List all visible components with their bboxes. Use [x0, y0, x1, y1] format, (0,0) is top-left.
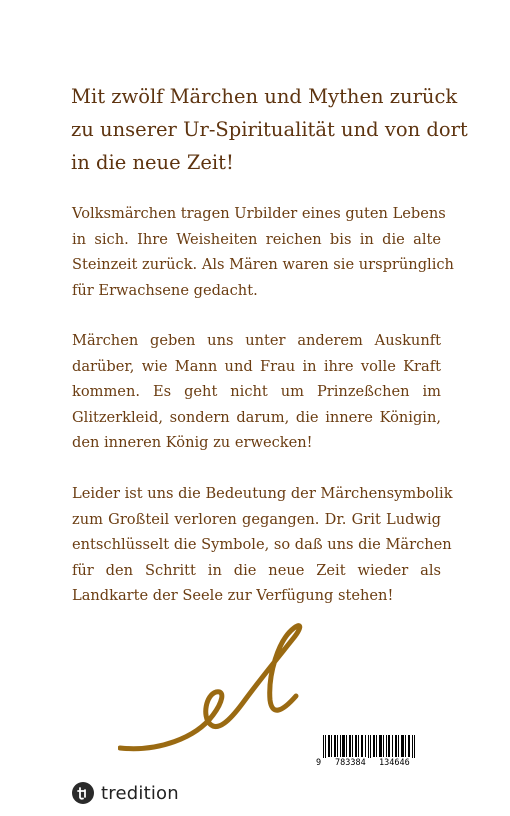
- paragraph-line: zum Großteil verloren gegangen. Dr. Grit Ludwig: [72, 510, 441, 528]
- decorative-swirl-icon: [118, 620, 308, 760]
- paragraph-3: [72, 481, 453, 609]
- tredition-logo-icon: [72, 782, 94, 804]
- barcode-digit-group: 783384: [335, 758, 366, 768]
- barcode: [315, 735, 423, 771]
- headline-line: zu unserer Ur-Spiritualität und von dort: [71, 118, 468, 141]
- paragraph-line: Leider ist uns die Bedeutung der Märchensymbolik: [72, 485, 453, 502]
- paragraph-line: darüber, wie Mann und Frau in ihre volle Kraft: [72, 357, 441, 375]
- paragraph-line: für Erwachsene gedacht.: [72, 281, 258, 299]
- paragraph-2: [72, 328, 441, 456]
- paragraph-line: den inneren König zu erwecken!: [72, 434, 313, 452]
- barcode-digit-group: 134646: [379, 758, 410, 768]
- headline: [71, 80, 468, 179]
- paragraph-line: Steinzeit zurück. Als Mären waren sie ursprünglich: [72, 256, 454, 274]
- headline-line: Mit zwölf Märchen und Mythen zurück: [71, 85, 458, 108]
- paragraph-line: in sich. Ihre Weisheiten reichen bis in die alte: [72, 230, 441, 248]
- paragraph-line: Glitzerkleid, sondern darum, die innere Königin,: [72, 408, 441, 426]
- paragraph-line: für den Schritt in die neue Zeit wieder als: [72, 561, 441, 579]
- paragraph-line: Volksmärchen tragen Urbilder eines guten Lebens: [72, 205, 446, 222]
- barcode-digit-group: 9: [316, 758, 322, 768]
- publisher-brand: [72, 779, 179, 807]
- barcode-digits: [315, 758, 423, 770]
- paragraph-line: Landkarte der Seele zur Verfügung stehen!: [72, 587, 394, 605]
- paragraph-line: Märchen geben uns unter anderem Auskunft: [72, 332, 441, 349]
- paragraph-line: kommen. Es geht nicht um Prinzeßchen im: [72, 383, 441, 401]
- publisher-name: tredition: [101, 782, 179, 804]
- barcode-bars-icon: [315, 735, 423, 759]
- headline-line: in die neue Zeit!: [71, 151, 234, 174]
- paragraph-line: entschlüsselt die Symbole, so daß uns die Märchen: [72, 536, 452, 554]
- paragraph-1: [72, 201, 454, 303]
